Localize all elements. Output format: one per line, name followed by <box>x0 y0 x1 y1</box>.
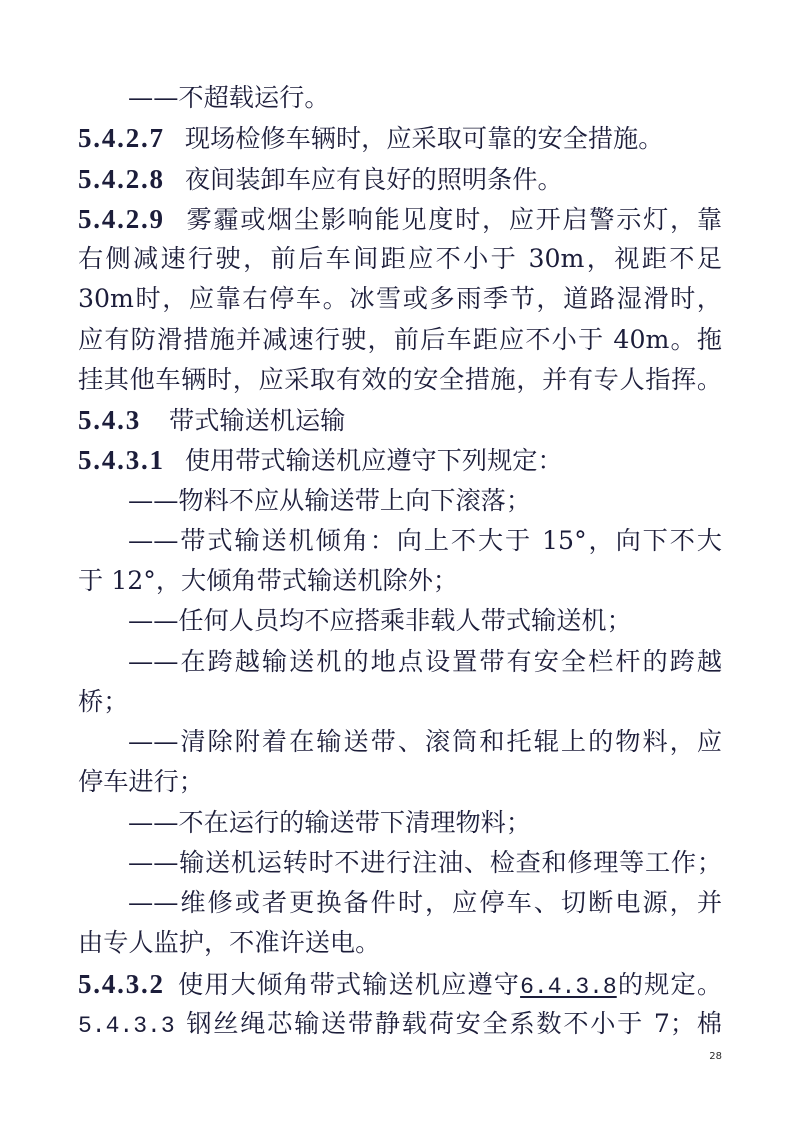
list-item <box>78 642 722 682</box>
clause-5-4-3-3 <box>78 1004 722 1044</box>
line-text: 挂其他车辆时，应采取有效的安全措施，并有专人指挥。 <box>78 364 722 394</box>
clause-number: 5.4.3.3 <box>78 1012 175 1039</box>
paragraph-line <box>78 239 722 279</box>
section-title: 带式输送机运输 <box>169 406 346 435</box>
clause-number: 5.4.3.2 <box>78 968 165 999</box>
line-text: 右侧减速行驶，前后车间距应不小于 30m，视距不足 <box>78 244 722 273</box>
list-item <box>78 722 722 762</box>
clause-text-tail: 的规定。 <box>616 969 722 999</box>
list-item <box>78 883 722 923</box>
line-text: ——带式输送机倾角：向上不大于 15°，向下不大 <box>128 525 722 555</box>
line-text: 停车进行； <box>78 767 204 797</box>
clause-text: 雾霾或烟尘影响能见度时，应开启警示灯，靠 <box>184 204 722 234</box>
line-text: ——任何人员均不应搭乘非载人带式输送机； <box>128 606 632 636</box>
paragraph-line <box>78 279 722 319</box>
line-text: ——不超载运行。 <box>128 83 330 112</box>
line-text: 由专人监护，不准许送电。 <box>78 928 381 958</box>
line-text: ——物料不应从输送带上向下滚落； <box>128 485 531 515</box>
list-item <box>78 601 722 641</box>
line-text: 桥； <box>78 686 129 716</box>
section-heading-5-4-3 <box>78 400 722 440</box>
paragraph-line <box>78 682 722 722</box>
paragraph-line <box>78 923 722 963</box>
clause-text: 使用带式输送机应遵守下列规定： <box>184 446 563 476</box>
clause-5-4-3-2 <box>78 964 722 1004</box>
list-item <box>78 803 722 843</box>
list-item <box>78 521 722 561</box>
clause-number: 5.4.2.8 <box>78 163 165 194</box>
line-text: ——在跨越输送机的地点设置带有安全栏杆的跨越 <box>128 646 722 676</box>
line-text: ——不在运行的输送带下清理物料； <box>128 807 531 837</box>
clause-text: 夜间装卸车应有良好的照明条件。 <box>184 164 563 194</box>
body-text <box>78 78 722 1044</box>
list-item <box>78 843 722 883</box>
line-text: 应有防滑措施并减速行驶，前后车距应不小于 40m。拖 <box>78 324 722 354</box>
clause-5-4-2-8 <box>78 159 722 199</box>
clause-5-4-2-7 <box>78 118 722 158</box>
line-text: 30m时，应靠右停车。冰雪或多雨季节，道路湿滑时， <box>78 284 722 314</box>
paragraph-line <box>78 561 722 601</box>
clause-text: 现场检修车辆时，应采取可靠的安全措施。 <box>184 124 664 154</box>
clause-number: 5.4.2.9 <box>78 203 165 234</box>
clause-text: 钢丝绳芯输送带静载荷安全系数不小于 7；棉 <box>184 1008 722 1038</box>
line-text: ——清除附着在输送带、滚筒和托辊上的物料，应 <box>128 727 722 756</box>
clause-5-4-3-1 <box>78 440 722 480</box>
clause-number: 5.4.2.7 <box>78 123 165 154</box>
list-item <box>78 481 722 521</box>
clause-reference-link[interactable]: 6.4.3.8 <box>520 973 617 1000</box>
section-number: 5.4.3 <box>78 405 141 435</box>
line-text: ——输送机运转时不进行注油、检查和修理等工作； <box>128 847 722 877</box>
paragraph-line <box>78 762 722 802</box>
paragraph-line <box>78 360 722 400</box>
clause-5-4-2-9 <box>78 199 722 239</box>
list-item <box>78 78 722 118</box>
clause-text: 使用大倾角带式输送机应遵守 <box>176 969 521 999</box>
page-number: 28 <box>709 1051 722 1062</box>
line-text: 于 12°，大倾角带式输送机除外； <box>78 566 459 595</box>
paragraph-line <box>78 320 722 360</box>
clause-number: 5.4.3.1 <box>78 445 165 476</box>
line-text: ——维修或者更换备件时，应停车、切断电源，并 <box>128 888 722 917</box>
